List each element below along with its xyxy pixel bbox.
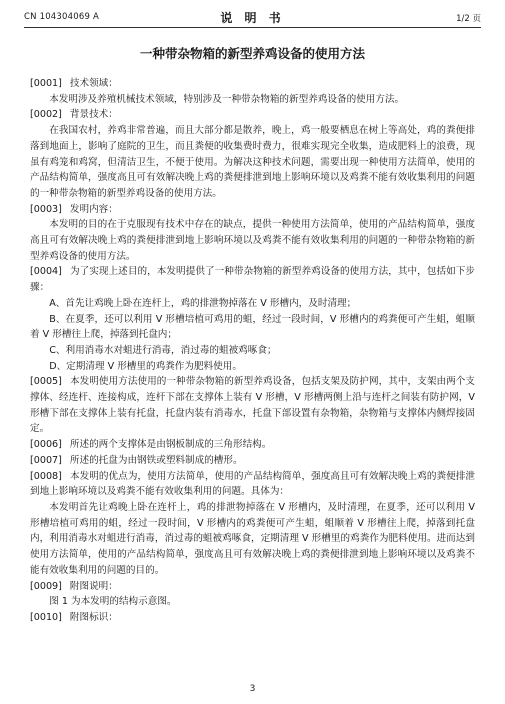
paragraph (30, 453, 475, 469)
paragraph (30, 437, 475, 453)
paragraph-text: 本发明涉及养殖机械技术领域，特别涉及一种带杂物箱的新型养鸡设备的使用方法。 (49, 93, 405, 105)
paragraph (30, 107, 475, 123)
paragraph (30, 264, 475, 295)
paragraph-text: 所述的托盘为由钢铁或塑料制成的槽形。 (69, 454, 243, 466)
document-body (30, 76, 475, 626)
paragraph-text: 附图标识： (69, 611, 118, 623)
paragraph (30, 579, 475, 595)
paragraph-text: 背景技术： (69, 109, 118, 121)
paragraph (30, 610, 475, 626)
paragraph-text: D、定期清理 V 形槽里的鸡粪作为肥料使用。 (49, 360, 242, 372)
paragraph-text: 本发明的优点为，使用方法简单，使用的产品结构简单，强度高且可有效解决晚上鸡的粪便排泄到地上影响环境以及鸡粪不能有效收集利用的问题。具体为： (30, 470, 475, 498)
paragraph (30, 374, 475, 437)
paragraph-text: 所述的两个支撑体是由钢板制成的三角形结构。 (69, 439, 272, 451)
paragraph-text: B、在夏季，还可以利用 V 形槽培植可鸡用的蛆，经过一段时间，V 形槽内的鸡粪便可产生蛆，蛆顺着 V 形槽往上爬，掉落到托盘内； (30, 313, 475, 341)
page-number: 3 (249, 684, 256, 694)
paragraph-number: [0009] (30, 580, 62, 592)
paragraph-number: [0010] (30, 611, 62, 623)
paragraph-text: 技术领域： (69, 78, 118, 89)
paragraph (30, 312, 475, 343)
paragraph-text: 附图说明： (69, 580, 118, 592)
paragraph-number: [0007] (30, 454, 62, 466)
paragraph (30, 76, 475, 92)
paragraph (30, 123, 475, 202)
paragraph (30, 296, 475, 312)
paragraph-text: 本发明首先让鸡晚上卧在连杆上，鸡的排泄物掉落在 V 形槽内，及时清理，在夏季，还可以利用 V 形槽培植可鸡用的蛆，经过一段时间，V 形槽内的鸡粪便可产生蛆，蛆顺着 V 形槽往上爬，掉落到托盘内，利用消毒水对蛆进行消毒，消过毒的蛆被鸡啄食，定期清理 V 形槽里的鸡粪作为肥料使用。进而达到使用方法简单，使用的产品结构简单，强度高且可有效解决晚上鸡的粪便排泄到地上影响环境以及鸡粪不能有效收集利用的问题的目的。 (30, 501, 475, 576)
paragraph-number: [0001] (30, 78, 62, 89)
paragraph-number: [0006] (30, 439, 62, 451)
paragraph (30, 500, 475, 579)
document-type-title: 说 明 书 (220, 11, 285, 25)
paragraph-number: [0002] (30, 109, 62, 121)
page-indicator: 1/2 页 (456, 14, 481, 24)
paragraph-number: [0003] (30, 203, 62, 215)
paragraph (30, 594, 475, 610)
paragraph-text: 为了实现上述目的，本发明提供了一种带杂物箱的新型养鸡设备的使用方法，其中，包括如下步骤： (30, 266, 475, 294)
page-header (24, 8, 481, 26)
paragraph-number: [0008] (30, 470, 62, 482)
paragraph-text: 图 1 为本发明的结构示意图。 (49, 596, 177, 608)
paragraph (30, 92, 475, 108)
paragraph-text: A、首先让鸡晚上卧在连杆上，鸡的排泄物掉落在 V 形槽内，及时清理； (49, 297, 357, 309)
paragraph-number: [0005] (30, 376, 62, 388)
patent-number: CN 104304069 A (24, 12, 99, 22)
header-rule (24, 27, 481, 28)
paragraph-text: 在我国农村，养鸡非常普遍，而且大部分都是散养，晚上，鸡一般要栖息在树上等高处，鸡的粪便排落到地面上，影响了庭院的卫生，而且粪便的收集费时费力，很难实现完全收集，造成肥料上的浪费，现虽有鸡笼和鸡窝，但清洁卫生，不便于使用。为解决这种技术问题，需要出现一种使用方法简单，使用的产品结构简单，强度高且可有效解决晚上鸡的粪便排泄到地上影响环境以及鸡粪不能有效收集利用的问题的一种带杂物箱的新型养鸡设备的使用方法。 (30, 125, 475, 199)
document-title: 一种带杂物箱的新型养鸡设备的使用方法 (139, 46, 365, 61)
paragraph-text: 发明内容： (69, 203, 118, 215)
paragraph-text: C、利用消毒水对蛆进行消毒，消过毒的蛆被鸡啄食； (49, 344, 277, 356)
paragraph-text: 本发明的目的在于克服现有技术中存在的缺点，提供一种使用方法简单，使用的产品结构简单，强度高且可有效解决晚上鸡的粪便排泄到地上影响环境以及鸡粪不能有效收集利用的问题的一种带杂物箱的新型养鸡设备的使用方法。 (30, 219, 475, 262)
paragraph-text: 本发明使用方法使用的一种带杂物箱的新型养鸡设备，包括支架及防护网，其中，支架由两个支撑体、经连杆、连接构成，连杆下部在支撑体上装有 V 形槽，V 形槽两侧上沿与连杆之间装有防护网，V 形槽下部在支撑体上装有托盘，托盘内装有消毒水，托盘下部设置有杂物箱，杂物箱与支撑体内侧焊接固定。 (30, 376, 475, 435)
paragraph (30, 343, 475, 359)
paragraph (30, 202, 475, 218)
paragraph (30, 469, 475, 500)
paragraph-number: [0004] (30, 266, 62, 278)
paragraph (30, 359, 475, 375)
paragraph (30, 217, 475, 264)
